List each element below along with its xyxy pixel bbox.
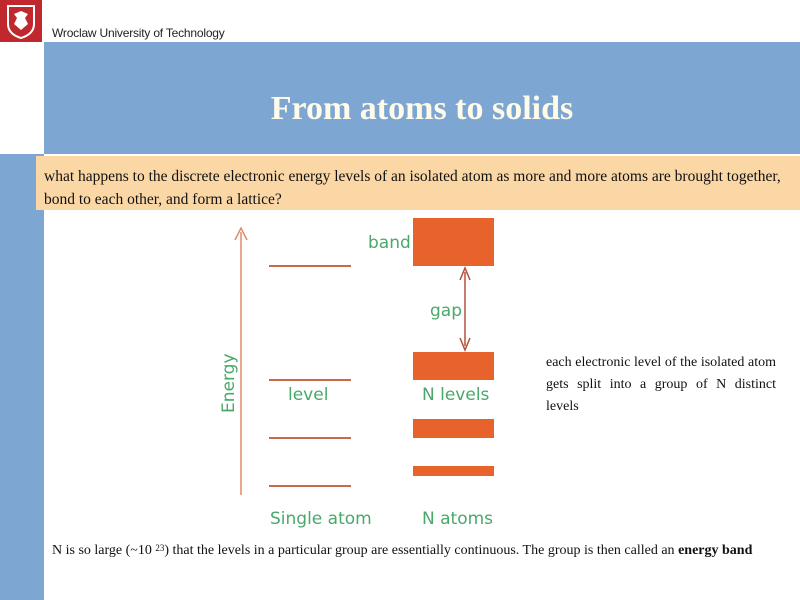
- energy-band-block: [413, 466, 494, 476]
- n-levels-label: N levels: [422, 385, 490, 405]
- university-name: Wroclaw University of Technology: [52, 26, 225, 40]
- question-box: what happens to the discrete electronic energy levels of an isolated atom as more and more atoms are brought together, bond to each other, and form a lattice?: [36, 156, 800, 210]
- gap-label: gap: [430, 301, 462, 321]
- bottom-note-exponent: 23: [155, 543, 165, 553]
- energy-band-block: [413, 419, 494, 438]
- eagle-crest-icon: [0, 0, 42, 42]
- left-side-strip: [0, 154, 44, 600]
- bottom-note-part2: ) that the levels in a particular group are essentially continuous. The group is then called an: [164, 543, 679, 558]
- slide-title: From atoms to solids: [270, 90, 574, 127]
- university-logo: [0, 0, 42, 42]
- side-note: each electronic level of the isolated atom gets split into a group of N distinct levels: [546, 355, 776, 414]
- single-atom-caption: Single atom: [270, 509, 372, 529]
- energy-band-block: [413, 352, 494, 380]
- bottom-note: [52, 540, 787, 562]
- energy-band-diagram: [196, 210, 526, 540]
- level-label: level: [288, 385, 329, 405]
- energy-band-term: energy band: [678, 543, 753, 558]
- energy-axis-label: Energy: [219, 353, 239, 413]
- band-label: band: [368, 233, 411, 253]
- bottom-note-part1: N is so large (~10: [52, 543, 156, 558]
- energy-band-block: [413, 218, 494, 266]
- n-atoms-caption: N atoms: [422, 509, 494, 529]
